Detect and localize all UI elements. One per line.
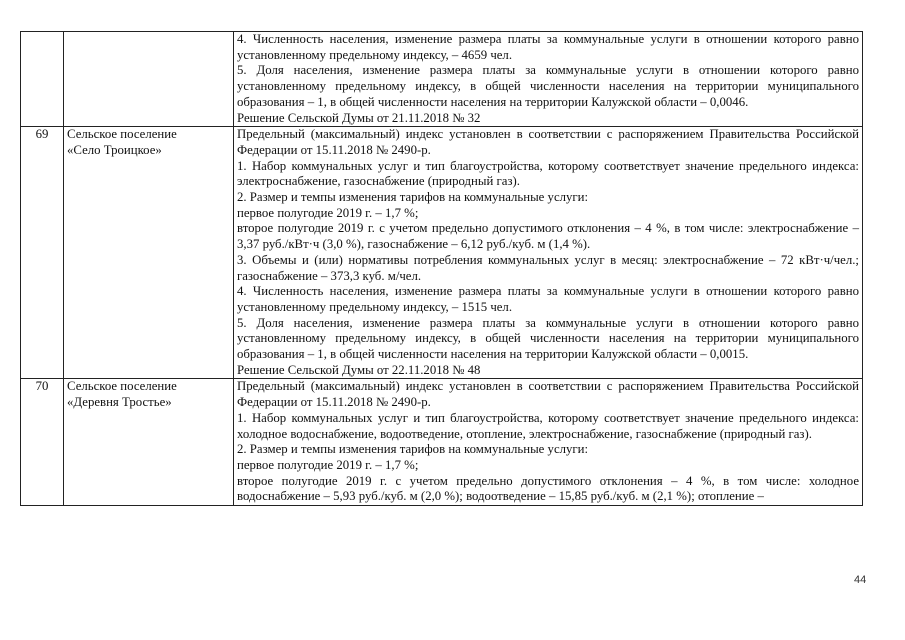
paragraph: 5. Доля населения, изменение размера платы за коммунальные услуги в отношении которого равно установленному предельному индексу, в общей численности населения на территории муниципального образования – 1, в общей численности населения на территории Калужской области – 0,0015. (237, 315, 859, 362)
description-cell (234, 379, 863, 506)
tariff-index-table (20, 31, 863, 506)
row-number-cell: 69 (21, 127, 64, 379)
settlement-name-cell (64, 127, 234, 379)
paragraph: 1. Набор коммунальных услуг и тип благоустройства, которому соответствует значение предельного индекса: электроснабжение, газоснабжение (природный газ). (237, 158, 859, 189)
description-cell (234, 32, 863, 127)
row-number-cell (21, 32, 64, 127)
paragraph: 1. Набор коммунальных услуг и тип благоустройства, которому соответствует значение предельного индекса: холодное водоснабжение, водоотведение, отопление, электроснабжение, газоснабжение (природный газ). (237, 410, 859, 441)
settlement-name-cell (64, 379, 234, 506)
page-number: 44 (854, 574, 867, 586)
paragraph: 3. Объемы и (или) нормативы потребления коммунальных услуг в месяц: электроснабжение – 72 кВт·ч/чел.; газоснабжение – 373,3 куб. м/чел. (237, 252, 859, 283)
settlement-name-line: «Деревня Тростье» (67, 395, 172, 410)
decision-reference: Решение Сельской Думы от 22.11.2018 № 48 (237, 362, 481, 377)
paragraph: 5. Доля населения, изменение размера платы за коммунальные услуги в отношении которого равно установленному предельному индексу, в общей численности населения на территории муниципального образования – 1, в общей численности населения на территории Калужской области – 0,0046. (237, 63, 859, 109)
table-row (21, 32, 863, 127)
paragraph: 4. Численность населения, изменение размера платы за коммунальные услуги в отношении которого равно установленному предельному индексу, – 4659 чел. (237, 32, 859, 62)
settlement-name-line: «Село Троицкое» (67, 142, 162, 157)
paragraph: 2. Размер и темпы изменения тарифов на коммунальные услуги: (237, 442, 589, 457)
settlement-name-line: Сельское поселение (67, 379, 177, 394)
paragraph: 4. Численность населения, изменение размера платы за коммунальные услуги в отношении которого равно установленному предельному индексу, – 1515 чел. (237, 284, 859, 314)
paragraph: Предельный (максимальный) индекс установлен в соответствии с распоряжением Правительства Российской Федерации от 15.11.2018 № 2490-р. (237, 379, 859, 410)
paragraph: второе полугодие 2019 г. с учетом предельно допустимого отклонения – 4 %, в том числе: холодное водоснабжение – 5,93 руб./куб. м (2,0 %); водоотведение – 15,85 руб./куб. м (2,1 %); отопление – (237, 473, 859, 504)
table-row (21, 127, 863, 379)
decision-reference: Решение Сельской Думы от 21.11.2018 № 32 (237, 110, 481, 125)
settlement-name-line: Сельское поселение (67, 127, 177, 142)
paragraph: 2. Размер и темпы изменения тарифов на коммунальные услуги: (237, 190, 589, 205)
table-row (21, 379, 863, 506)
paragraph: первое полугодие 2019 г. – 1,7 %; (237, 457, 419, 472)
paragraph: Предельный (максимальный) индекс установлен в соответствии с распоряжением Правительства Российской Федерации от 15.11.2018 № 2490-р. (237, 127, 859, 157)
settlement-name-cell (64, 32, 234, 127)
paragraph: второе полугодие 2019 г. с учетом предельно допустимого отклонения – 4 %, в том числе: электроснабжение – 3,37 руб./кВт·ч (3,0 %), газоснабжение – 6,12 руб./куб. м (1,4 %). (237, 221, 859, 252)
row-number-cell: 70 (21, 379, 64, 506)
description-cell (234, 127, 863, 379)
paragraph: первое полугодие 2019 г. – 1,7 %; (237, 205, 419, 220)
